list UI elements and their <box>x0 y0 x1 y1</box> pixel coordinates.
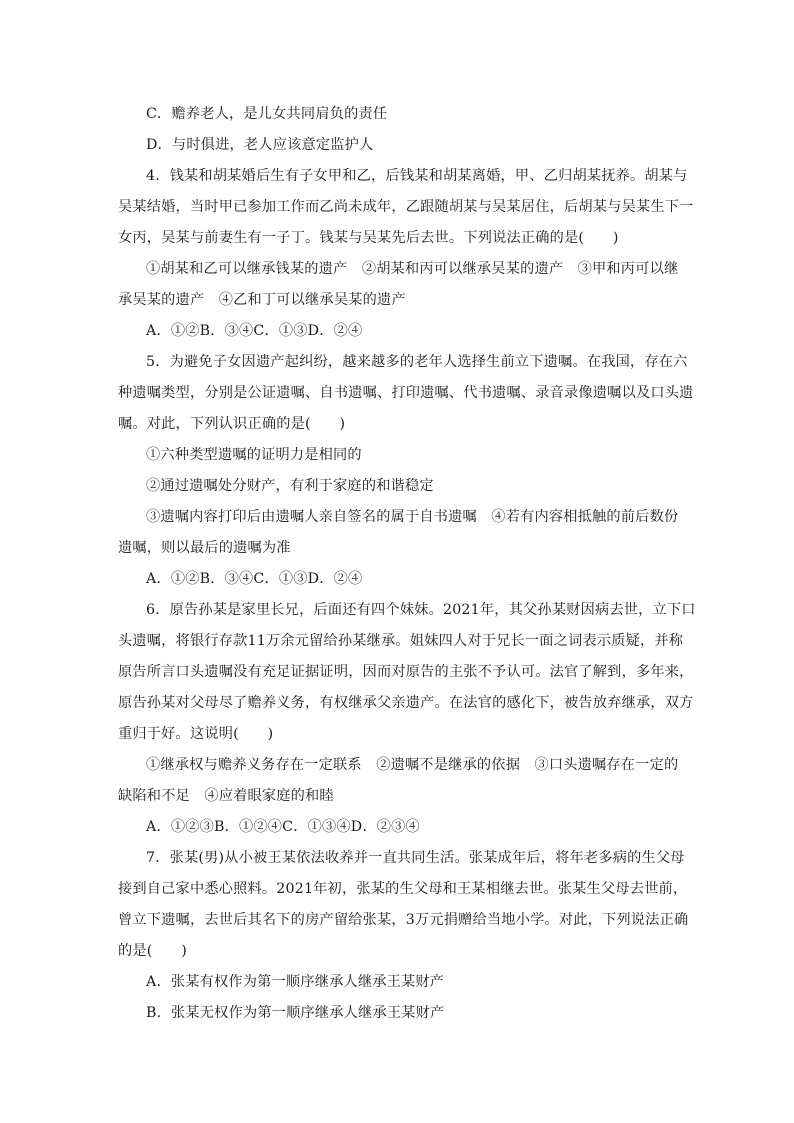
text-line: B．张某无权作为第一顺序继承人继承王某财产 <box>146 1005 445 1021</box>
text-line: 7．张某(男)从小被王某依法收养并一直共同生活。张某成年后，将年老多病的生父母 <box>146 850 685 866</box>
text-line: ①继承权与赡养义务存在一定联系 ②遗嘱不是继承的依据 ③口头遗嘱存在一定的 <box>146 757 679 773</box>
text-line: 原告孙某对父母尽了赡养义务，有权继承父亲遗产。在法官的感化下，被告放弃继承，双方 <box>118 695 694 711</box>
text-line: 缺陷和不足 ④应着眼家庭的和睦 <box>118 788 334 804</box>
text-line: 曾立下遗嘱，去世后其名下的房产留给张某，3万元捐赠给当地小学。对此，下列说法正确 <box>118 912 689 928</box>
text-line: 原告所言口头遗嘱没有充足证据证明，因而对原告的主张不予认可。法官了解到，多年来， <box>118 664 694 680</box>
text-line: 头遗嘱，将银行存款11万余元留给孙某继承。姐妹四人对于兄长一面之词表示质疑，并称 <box>118 633 684 649</box>
text-line: ①胡某和乙可以继承钱某的遗产 ②胡某和丙可以继承吴某的遗产 ③甲和丙可以继 <box>146 261 679 277</box>
text-line: C．赡养老人，是儿女共同肩负的责任 <box>146 106 388 122</box>
text-line: A．①②B．③④C．①③D．②④ <box>146 571 363 587</box>
text-line: ②通过遗嘱处分财产，有利于家庭的和谐稳定 <box>146 478 434 494</box>
text-line: A．张某有权作为第一顺序继承人继承王某财产 <box>146 974 445 990</box>
text-line: A．①②③B．①②④C．①③④D．②③④ <box>146 819 420 835</box>
text-line: D．与时俱进，老人应该意定监护人 <box>146 137 374 153</box>
text-line: 种遗嘱类型，分别是公证遗嘱、自书遗嘱、打印遗嘱、代书遗嘱、录音录像遗嘱以及口头遗 <box>118 385 694 401</box>
text-line: 5．为避免子女因遗产起纠纷，越来越多的老年人选择生前立下遗嘱。在我国，存在六 <box>146 354 688 370</box>
text-line: 承吴某的遗产 ④乙和丁可以继承吴某的遗产 <box>118 292 406 308</box>
document-body <box>118 99 696 1029</box>
text-line: ③遗嘱内容打印后由遗嘱人亲自签名的属于自书遗嘱 ④若有内容相抵触的前后数份 <box>146 509 679 525</box>
text-line: 重归于好。这说明( ) <box>118 726 274 742</box>
text-line: 的是( ) <box>118 943 188 959</box>
text-line: 6．原告孙某是家里长兄，后面还有四个妹妹。2021年，其父孙某财因病去世，立下口 <box>146 602 696 618</box>
text-line: 吴某结婚，当时甲已参加工作而乙尚未成年，乙跟随胡某与吴某居住，后胡某与吴某生下一 <box>118 199 694 215</box>
text-line: 接到自己家中悉心照料。2021年初，张某的生父母和王某相继去世。张某生父母去世前， <box>118 881 688 897</box>
text-line: ①六种类型遗嘱的证明力是相同的 <box>146 447 362 463</box>
text-line: 4．钱某和胡某婚后生有子女甲和乙，后钱某和胡某离婚，甲、乙归胡某抚养。胡某与 <box>146 168 688 184</box>
text-line: 遗嘱，则以最后的遗嘱为准 <box>118 540 291 556</box>
text-line: 嘱。对此，下列认识正确的是( ) <box>118 416 346 432</box>
text-line: A．①②B．③④C．①③D．②④ <box>146 323 363 339</box>
text-line: 女丙，吴某与前妻生有一子丁。钱某与吴某先后去世。下列说法正确的是( ) <box>118 230 619 246</box>
